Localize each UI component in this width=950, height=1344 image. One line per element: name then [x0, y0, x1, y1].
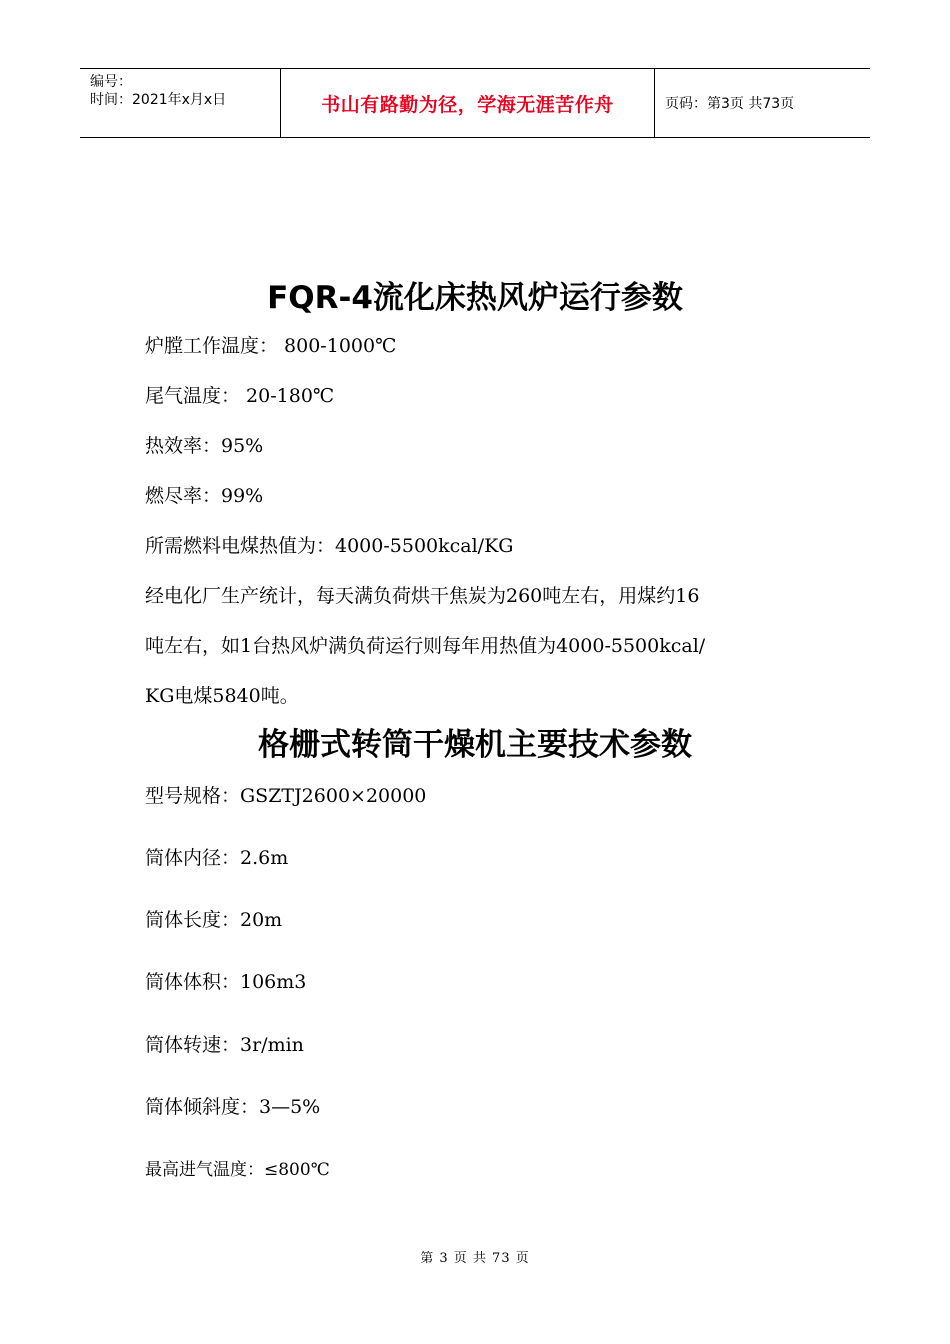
header-motto: 书山有路勤为径，学海无涯苦作舟: [321, 93, 614, 116]
param-exhaust-temp: 尾气温度： 20-180℃: [145, 385, 335, 407]
page-footer: 第 3 页 共 73 页: [420, 1251, 530, 1266]
section-title-furnace: FQR-4流化床热风炉运行参数: [267, 280, 683, 316]
param-inner-diameter: 筒体内径：2.6m: [145, 847, 289, 869]
param-burnout-rate: 燃尽率：99%: [145, 485, 264, 507]
param-rotation-speed: 筒体转速：3r/min: [145, 1034, 304, 1056]
document-header: [80, 68, 870, 138]
document-time-label: 时间：2021年x月x日: [90, 92, 227, 108]
param-volume: 筒体体积：106m3: [145, 971, 307, 993]
param-model-spec: 型号规格：GSZTJ2600×20000: [145, 785, 427, 807]
header-page-number: 页码：第3页 共73页: [665, 96, 795, 112]
header-page-cell: [655, 69, 870, 137]
section-title-dryer: 格栅式转筒干燥机主要技术参数: [258, 727, 692, 763]
param-inclination: 筒体倾斜度：3—5%: [145, 1096, 321, 1118]
param-thermal-efficiency: 热效率：95%: [145, 435, 264, 457]
paragraph-line-1: 经电化厂生产统计，每天满负荷烘干焦炭为260吨左右，用煤约16: [145, 585, 700, 607]
param-fuel-calorific: 所需燃料电煤热值为：4000-5500kcal/KG: [145, 535, 514, 557]
param-length: 筒体长度：20m: [145, 909, 283, 931]
header-info-cell: [80, 69, 281, 137]
header-motto-cell: [281, 69, 655, 137]
param-max-inlet-temp: 最高进气温度：≤800℃: [145, 1160, 330, 1180]
paragraph-line-3: KG电煤5840吨。: [145, 685, 299, 707]
paragraph-line-2: 吨左右，如1台热风炉满负荷运行则每年用热值为4000-5500kcal/: [145, 635, 706, 657]
param-furnace-temp: 炉膛工作温度： 800-1000℃: [145, 335, 397, 357]
document-number-label: 编号：: [90, 74, 132, 90]
